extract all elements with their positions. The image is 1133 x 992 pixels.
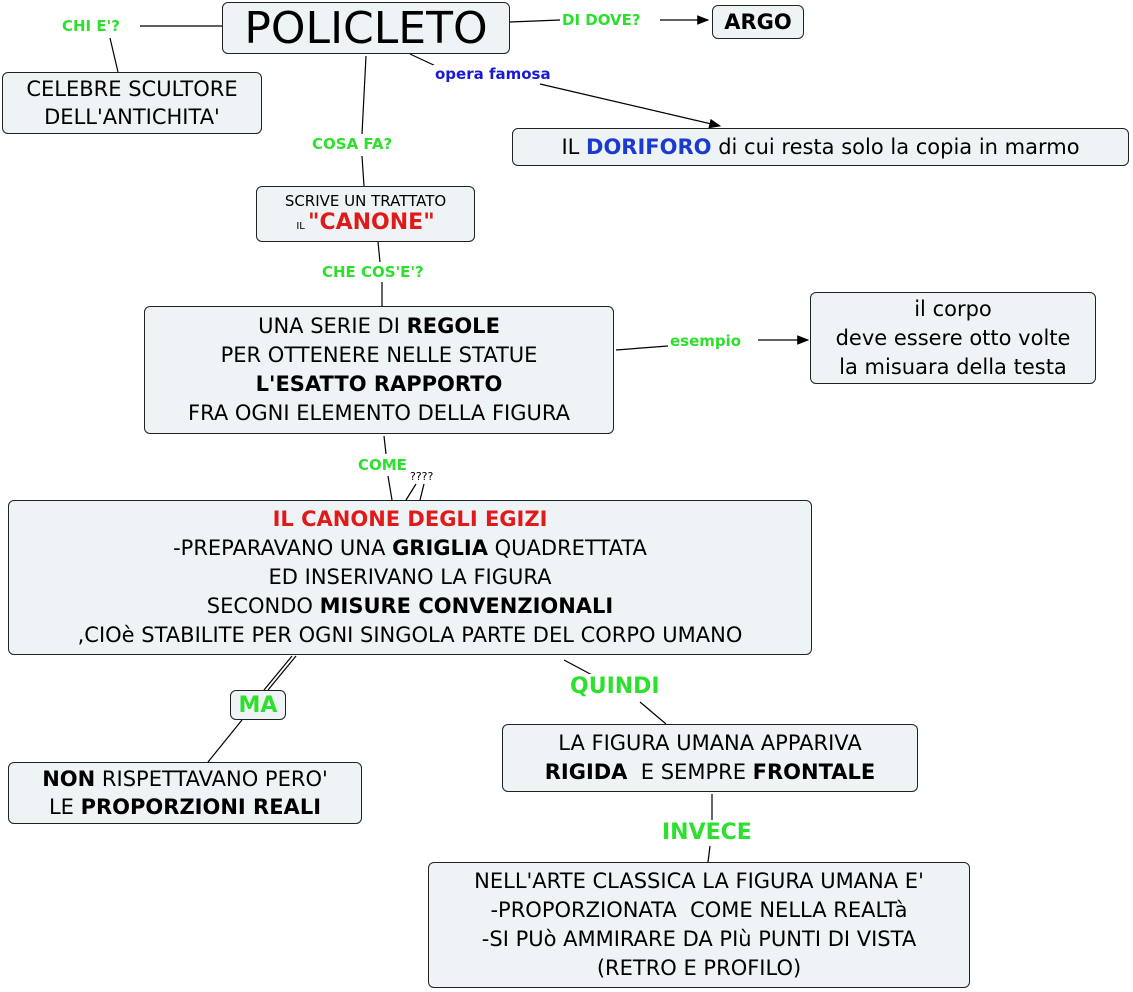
but-label: MA (238, 692, 278, 718)
example-line1: il corpo (914, 296, 992, 321)
who-line2: DELL'ANTICHITA' (44, 105, 220, 129)
but-line1: NON RISPETTAVANO PERO' (42, 767, 328, 791)
instead-line1: NELL'ARTE CLASSICA LA FIGURA UMANA E' (474, 869, 924, 893)
egypt-line5: ,CIOè STABILITE PER OGNI SINGOLA PARTE DEL CORPO UMANO (77, 623, 743, 647)
instead-line2: -PROPORZIONATA COME NELLA REALTà (490, 898, 908, 922)
label-question-marks: ???? (410, 470, 434, 483)
work-post: di cui resta solo la copia in marmo (711, 135, 1080, 159)
root-node-policleto[interactable] (222, 2, 510, 54)
egypt-line4: SECONDO MISURE CONVENZIONALI (206, 594, 614, 618)
egypt-line2: -PREPARAVANO UNA GRIGLIA QUADRETTATA (173, 536, 647, 560)
label-esempio: esempio (670, 332, 742, 350)
work-name: DORIFORO (586, 135, 712, 159)
thus-line1: LA FIGURA UMANA APPARIVA (558, 731, 862, 755)
node-arte-classica[interactable] (428, 862, 970, 988)
whatis-line3: L'ESATTO RAPPORTO (255, 372, 503, 396)
node-argo[interactable] (712, 5, 804, 39)
example-line2: deve essere otto volte (835, 325, 1071, 350)
label-quindi: QUINDI (570, 674, 660, 699)
thus-line2: RIGIDA E SEMPRE FRONTALE (544, 760, 876, 784)
node-canone-egizi[interactable] (8, 500, 812, 655)
example-line3: la misuara della testa (839, 354, 1067, 379)
who-line1: CELEBRE SCULTORE (26, 77, 238, 101)
does-line2 (296, 212, 434, 238)
whatis-line2: PER OTTENERE NELLE STATUE (220, 343, 538, 367)
whatis-line1: UNA SERIE DI REGOLE (258, 314, 500, 338)
label-opera-famosa: opera famosa (435, 65, 551, 83)
where-value: ARGO (724, 10, 792, 34)
label-come: COME (358, 456, 407, 474)
work-pre: IL (561, 135, 587, 159)
node-doriforo[interactable] (512, 128, 1129, 166)
egypt-line3: ED INSERIVANO LA FIGURA (268, 565, 552, 589)
label-che-cos-e: CHE COS'E'? (322, 263, 424, 281)
egypt-title: IL CANONE DEGLI EGIZI (272, 507, 548, 531)
label-cosa-fa: COSA FA? (312, 135, 393, 153)
node-celebre-scultore[interactable] (2, 72, 262, 134)
node-il-corpo[interactable] (810, 292, 1096, 384)
label-chi-e: CHI E'? (62, 17, 120, 35)
label-di-dove: DI DOVE? (562, 11, 641, 29)
node-serie-regole[interactable] (144, 306, 614, 434)
root-title: POLICLETO (244, 2, 488, 54)
does-line1: SCRIVE UN TRATTATO (284, 192, 447, 210)
instead-line4: (RETRO E PROFILO) (596, 956, 802, 980)
node-figura-rigida[interactable] (502, 724, 918, 792)
node-scrive-trattato[interactable] (256, 186, 475, 242)
label-invece: INVECE (662, 820, 752, 845)
does-small: IL (296, 221, 309, 232)
but-line2: LE PROPORZIONI REALI (48, 795, 322, 819)
instead-line3: -SI PUò AMMIRARE DA PIù PUNTI DI VISTA (481, 927, 917, 951)
node-non-rispettavano[interactable] (8, 762, 362, 824)
does-canone: "CANONE" (308, 210, 435, 235)
node-label-ma (230, 690, 286, 720)
whatis-line4: FRA OGNI ELEMENTO DELLA FIGURA (188, 401, 570, 425)
